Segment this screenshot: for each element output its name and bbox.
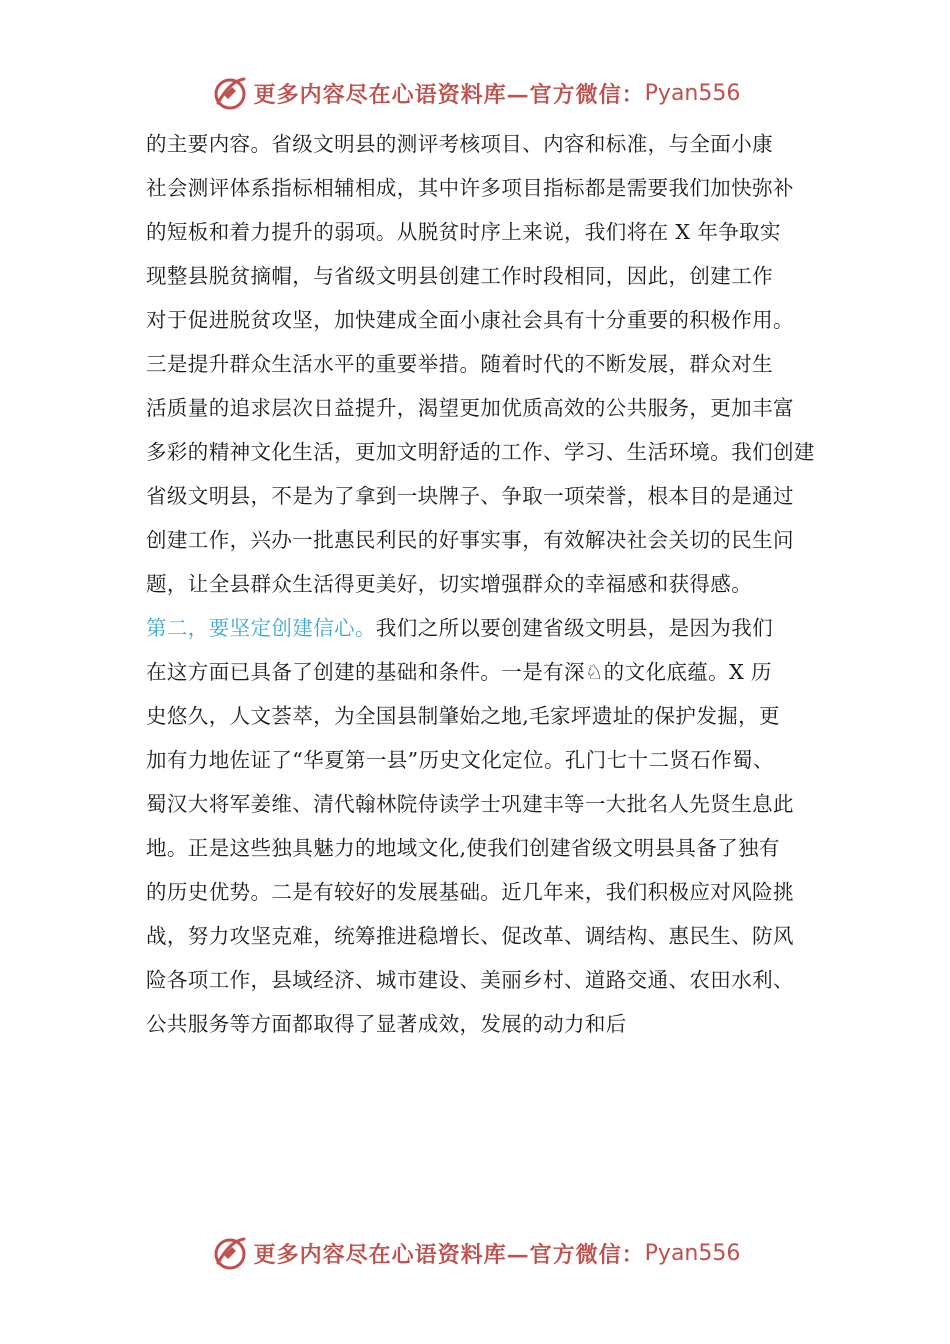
text-line: 多彩的精神文化生活，更加文明舒适的工作、学习、生活环境。我们创建: [146, 440, 815, 464]
section-first-line-text: 我们之所以要创建省级文明县，是因为我们: [375, 616, 774, 640]
text-line: 的历史优势。二是有较好的发展基础。近几年来，我们积极应对风险挑: [146, 880, 794, 904]
section-first-line: [146, 606, 818, 650]
text-line: 蜀汉大将军姜维、清代翰林院侍读学士巩建丰等一大批名人先贤生息此: [146, 792, 794, 816]
text-line: 的主要内容。省级文明县的测评考核项目、内容和标准，与全面小康: [146, 132, 773, 156]
footer-banner: [0, 1228, 950, 1278]
document-body: [146, 122, 818, 1046]
text-line: 活质量的追求层次日益提升，渴望更加优质高效的公共服务，更加丰富: [146, 396, 794, 420]
section-heading: 第二，要坚定创建信心。: [146, 616, 376, 640]
logo-icon: [210, 1233, 250, 1273]
text-line: 加有力地佐证了“华夏第一县”历史文化定位。孔门七十二贤石作蜀、: [146, 748, 774, 772]
text-line: 社会测评体系指标相辅相成，其中许多项目指标都是需要我们加快弥补: [146, 176, 794, 200]
text-line: 现整县脱贫摘帽，与省级文明县创建工作时段相同，因此，创建工作: [146, 264, 773, 288]
banner-wechat-id: Pyan556: [644, 80, 741, 106]
text-line: 险各项工作，县域经济、城市建设、美丽乡村、道路交通、农田水利、: [146, 968, 794, 992]
text-line: 题，让全县群众生活得更美好，切实增强群众的幸福感和获得感。: [146, 572, 753, 596]
text-line: 的短板和着力提升的弱项。从脱贫时序上来说，我们将在 X 年争取实: [146, 220, 781, 244]
logo-icon: [210, 73, 250, 113]
text-line: 在这方面已具备了创建的基础和条件。一是有深♘的文化底蕴。X 历: [146, 660, 772, 684]
text-line: 公共服务等方面都取得了显著成效，发展的动力和后: [146, 1012, 627, 1036]
text-line: 史悠久，人文荟萃，为全国县制肇始之地,毛家坪遗址的保护发掘，更: [146, 704, 780, 728]
banner-text: 更多内容尽在心语资料库—官方微信：: [253, 81, 645, 108]
banner-wechat-id: Pyan556: [644, 1240, 741, 1266]
text-line: 对于促进脱贫攻坚，加快建成全面小康社会具有十分重要的积极作用。: [146, 308, 794, 332]
banner-text: 更多内容尽在心语资料库—官方微信：: [253, 1241, 645, 1268]
header-banner: [0, 68, 950, 118]
text-line: 地。正是这些独具魅力的地域文化,使我们创建省级文明县具备了独有: [146, 836, 780, 860]
text-line: 省级文明县，不是为了拿到一块牌子、争取一项荣誉，根本目的是通过: [146, 484, 794, 508]
text-line: 创建工作，兴办一批惠民利民的好事实事，有效解决社会关切的民生问: [146, 528, 794, 552]
text-line: 三是提升群众生活水平的重要举措。随着时代的不断发展，群众对生: [146, 352, 773, 376]
text-line: 战，努力攻坚克难，统筹推进稳增长、促改革、调结构、惠民生、防风: [146, 924, 794, 948]
